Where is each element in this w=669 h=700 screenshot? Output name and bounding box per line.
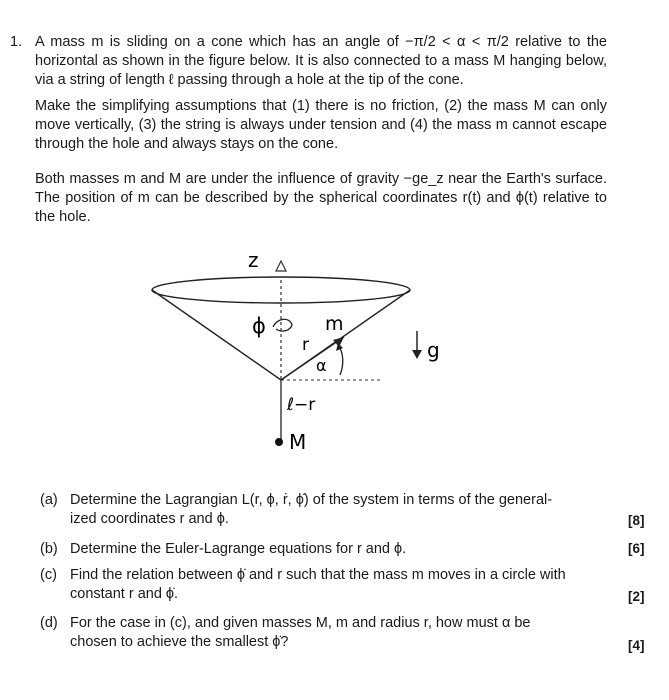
part-c-line1: Find the relation between ϕ̇ and r such that the mass m moves in a circle with (70, 567, 566, 583)
assumptions-text: Make the simplifying assumptions that (1) there is no friction, (2) the mass M can only move vertically, (3) the string is always under tension and (4) the mass m cannot escape through the hole and always stays on the cone. (35, 98, 607, 152)
intro-text: A mass m is sliding on a cone which has an angle of −π/2 < α < π/2 relative to the horizontal as shown in the figure below. It is also connected to a mass M hanging below, via a string of length ℓ passing through a hole at the tip of the cone. (35, 34, 607, 88)
gravity-text: Both masses m and M are under the influence of gravity −ge_z near the Earth's surface. The position of m can be described by the spherical coordinates r(t) and ϕ(t) relative to the hole. (35, 171, 607, 225)
part-d (40, 614, 610, 652)
part-a (40, 491, 610, 529)
assumptions-paragraph (35, 97, 607, 154)
intro-paragraph (35, 33, 607, 90)
part-c-line2: constant r and ϕ̇. (70, 586, 179, 602)
part-c-label: (c) (40, 567, 57, 583)
part-c (40, 566, 610, 604)
gravity-paragraph (35, 170, 607, 227)
part-d-line1: For the case in (c), and given masses M, m and radius r, how must α be (70, 615, 531, 631)
hanging-mass (275, 438, 283, 446)
part-b-line1: Determine the Euler-Lagrange equations for r and ϕ. (70, 541, 407, 557)
part-a-marks: [8] (628, 513, 645, 528)
z-arrow-head (276, 261, 286, 271)
r-vector (281, 337, 344, 380)
lr-label: ℓ−r (287, 395, 316, 415)
part-a-line2: ized coordinates r and ϕ. (70, 511, 229, 527)
part-b (40, 540, 610, 559)
part-d-marks: [4] (628, 638, 645, 653)
cone-figure (140, 245, 480, 460)
phi-label: ϕ (252, 314, 266, 338)
part-c-marks: [2] (628, 589, 645, 604)
part-d-label: (d) (40, 615, 58, 631)
part-b-label: (b) (40, 541, 58, 557)
part-b-marks: [6] (628, 541, 645, 556)
part-a-line1: Determine the Lagrangian L(r, ϕ, ṙ, ϕ̇) of the system in terms of the general- (70, 492, 553, 508)
alpha-label: α (316, 356, 327, 375)
phi-rotation-arrow (273, 319, 292, 331)
g-label: g (427, 338, 440, 362)
z-label: z (248, 248, 259, 272)
part-d-line2: chosen to achieve the smallest ϕ̇? (70, 634, 289, 650)
question-number: 1. (10, 34, 23, 50)
part-a-label: (a) (40, 492, 58, 508)
gravity-arrow-head (412, 350, 422, 359)
r-label: r (302, 335, 309, 355)
m-label: m (325, 313, 344, 335)
M-label: M (289, 430, 307, 454)
